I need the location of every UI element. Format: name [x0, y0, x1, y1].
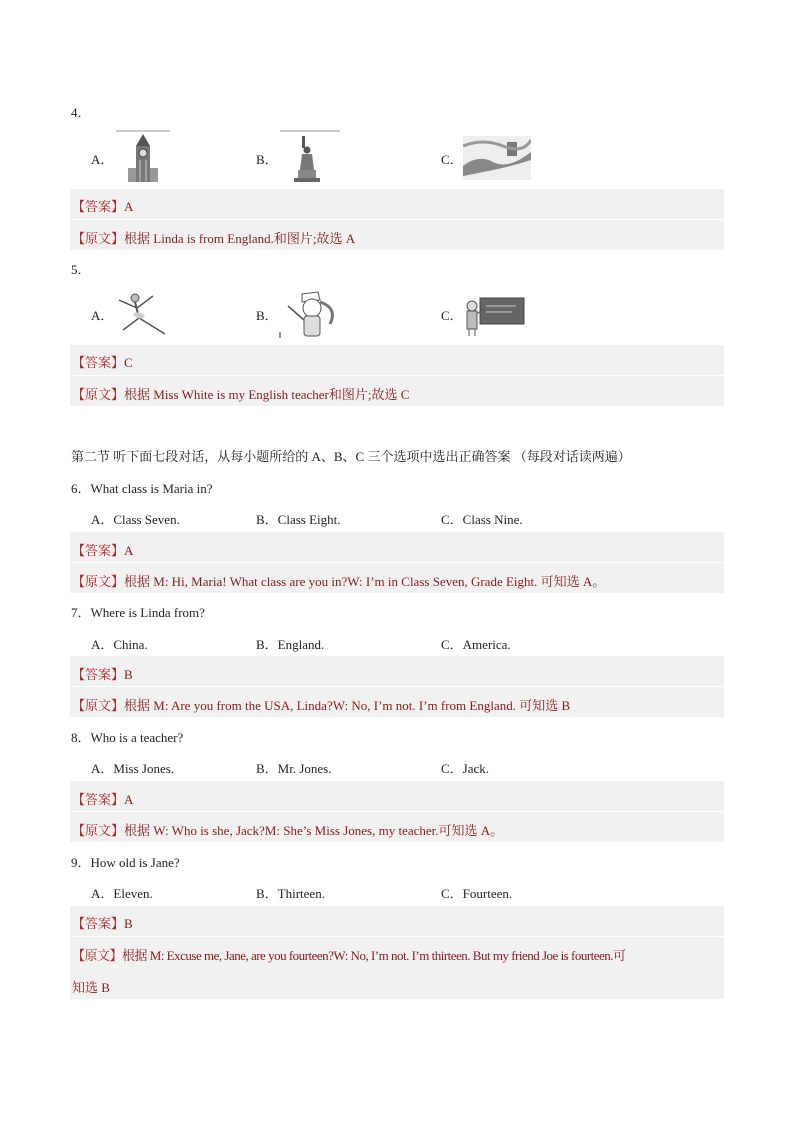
q9-source-line-2	[72, 977, 110, 996]
q9-option-a: A．Eleven.	[91, 886, 153, 901]
answer-label: 【答案】	[72, 199, 125, 214]
answer-label: 【答案】	[72, 792, 125, 807]
source-label: 【原文】	[72, 231, 125, 246]
q4-answer	[72, 196, 133, 215]
answer-value: C	[124, 355, 133, 370]
big-ben-icon	[116, 128, 172, 188]
q5-option-b-label: B．	[256, 308, 278, 323]
section-2-heading: 第二节 听下面七段对话，从每小题所给的 A、B、C 三个选项中选出正确答案 （每段对话读两遍）	[71, 449, 631, 464]
source-label: 【原文】	[72, 698, 125, 713]
answer-value: B	[124, 667, 133, 682]
question-9: 9．How old is Jane?	[71, 855, 180, 870]
source-text: 根据 M: Hi, Maria! What class are you in?W: I’m in Class Seven, Grade Eight. 可知选 A。	[124, 574, 606, 589]
q5-option-c-label: C．	[441, 308, 463, 323]
q4-option-b-label: B．	[256, 152, 278, 167]
question-5-number: 5．	[71, 262, 91, 277]
q8-answer-row	[70, 781, 724, 811]
nurse-icon	[278, 288, 344, 344]
question-8: 8．Who is a teacher?	[71, 730, 184, 745]
q6-option-b: B．Class Eight.	[256, 512, 341, 527]
q4-answer-row	[70, 189, 724, 219]
answer-value: A	[124, 199, 134, 214]
q6-answer-row	[70, 532, 724, 562]
source-text: 根据 Miss White is my English teacher和图片;故选 C	[124, 387, 410, 402]
q7-option-b: B．England.	[256, 637, 325, 652]
source-label: 【原文】	[72, 948, 123, 963]
q8-option-c: C．Jack.	[441, 761, 490, 776]
q7-source	[72, 695, 570, 714]
question-4-number: 4．	[71, 105, 91, 120]
q8-option-a: A．Miss Jones.	[91, 761, 175, 776]
answer-label: 【答案】	[72, 543, 125, 558]
source-label: 【原文】	[72, 574, 125, 589]
q4-option-c-label: C．	[441, 152, 463, 167]
q8-source	[72, 820, 503, 839]
question-7: 7．Where is Linda from?	[71, 605, 205, 620]
q4-source	[72, 228, 355, 247]
q5-answer	[72, 352, 133, 371]
q6-option-c: C．Class Nine.	[441, 512, 523, 527]
source-text: 根据 Linda is from England.和图片;故选 A	[124, 231, 356, 246]
q5-source	[72, 384, 409, 403]
q6-source	[72, 571, 605, 590]
answer-label: 【答案】	[72, 916, 125, 931]
answer-value: A	[124, 543, 134, 558]
q8-option-b: B．Mr. Jones.	[256, 761, 332, 776]
answer-label: 【答案】	[72, 355, 125, 370]
q8-answer	[72, 789, 133, 808]
source-text: 根据 M: Excuse me, Jane, are you fourteen?W: No, I’m not. I’m thirteen. But my friend Joe is fourteen.可	[122, 948, 626, 963]
source-label: 【原文】	[72, 387, 125, 402]
question-6: 6．What class is Maria in?	[71, 481, 213, 496]
q7-option-a: A．China.	[91, 637, 148, 652]
statue-of-liberty-icon	[280, 128, 340, 188]
q7-option-c: C．America.	[441, 637, 511, 652]
q6-answer	[72, 540, 133, 559]
answer-value: B	[124, 916, 133, 931]
q9-answer-row	[70, 906, 724, 936]
dancer-icon	[115, 290, 171, 342]
q9-option-b: B．Thirteen.	[256, 886, 325, 901]
teacher-blackboard-icon	[462, 294, 526, 342]
answer-value: A	[124, 792, 134, 807]
q9-option-c: C．Fourteen.	[441, 886, 513, 901]
great-wall-icon	[463, 136, 531, 184]
source-text: 根据 W: Who is she, Jack?M: She’s Miss Jones, my teacher.可知选 A。	[124, 823, 504, 838]
source-text-continued: 知选 B	[72, 980, 110, 995]
q7-answer-row	[70, 656, 724, 686]
q4-option-a-label: A．	[91, 152, 114, 167]
q5-option-a-label: A．	[91, 308, 114, 323]
source-label: 【原文】	[72, 823, 125, 838]
source-text: 根据 M: Are you from the USA, Linda?W: No, I’m not. I’m from England. 可知选 B	[124, 698, 571, 713]
q7-answer	[72, 664, 133, 683]
q5-answer-row	[70, 345, 724, 375]
q9-source-line-1	[72, 945, 626, 964]
q6-option-a: A．Class Seven.	[91, 512, 180, 527]
q9-answer	[72, 913, 133, 932]
answer-label: 【答案】	[72, 667, 125, 682]
